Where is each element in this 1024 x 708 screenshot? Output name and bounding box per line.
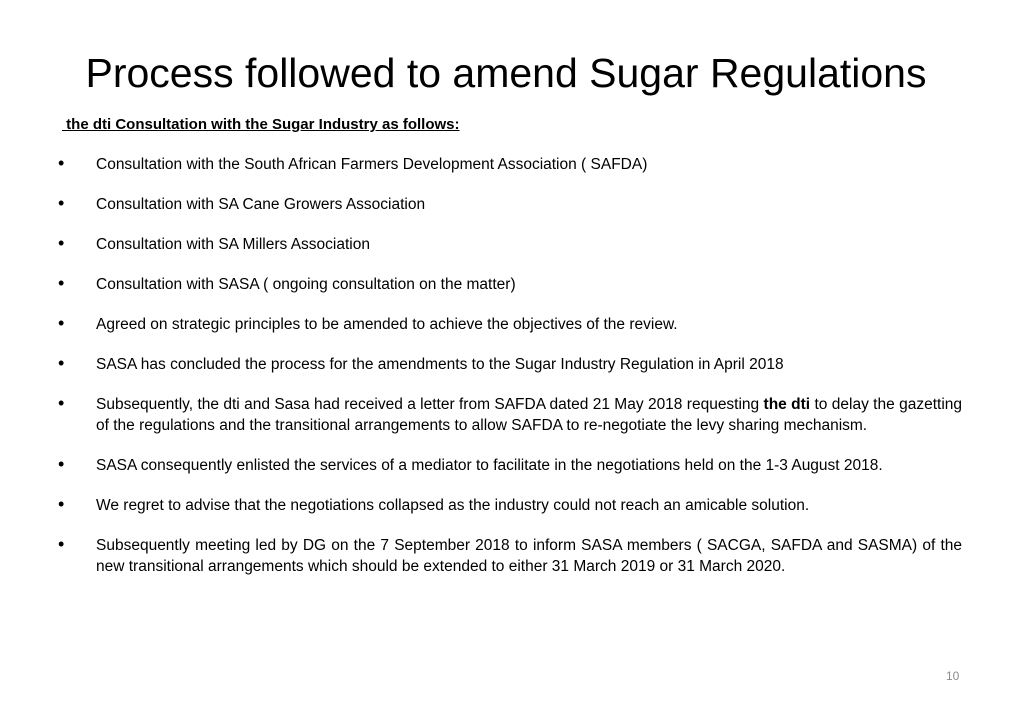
- consultation-subheading: the dti Consultation with the Sugar Industry as follows:: [62, 116, 460, 133]
- bullet-text: SASA has concluded the process for the amendments to the Sugar Industry Regulation in April 2018: [96, 356, 784, 373]
- bullet-item: [56, 234, 962, 255]
- bullet-item: [56, 455, 962, 476]
- page-number: 10: [946, 669, 960, 683]
- bullet-text: We regret to advise that the negotiations collapsed as the industry could not reach an amicable solution.: [96, 497, 810, 514]
- bullet-icon: •: [58, 233, 65, 253]
- bullet-item: [56, 274, 962, 295]
- bullet-icon: •: [58, 534, 65, 554]
- bullet-text: Subsequently meeting led by DG on the 7 September 2018 to inform SASA members ( SACGA, SAFDA and SASMA) of the new transitional arrangements which should be extended to either 31 March 2019 or 31 March 2020.: [96, 537, 962, 575]
- bullet-item: [56, 314, 962, 335]
- slide-title: Process followed to amend Sugar Regulations: [85, 50, 927, 96]
- bullet-text: Consultation with the South African Farmers Development Association ( SAFDA): [96, 156, 648, 173]
- bullet-text-part: to delay the gazetting of the regulations and the transitional arrangements to allow SAFDA to re-negotiate the levy sharing mechanism.: [96, 396, 963, 434]
- bullet-text: Consultation with SASA ( ongoing consultation on the matter): [96, 276, 516, 293]
- bullet-icon: •: [58, 273, 65, 293]
- bullet-item: [56, 535, 962, 577]
- bullet-text: SASA consequently enlisted the services of a mediator to facilitate in the negotiations held on the 1-3 August 2018.: [96, 457, 883, 474]
- bullet-text-emphasis: the dti: [763, 396, 811, 413]
- bullet-item: [56, 394, 962, 436]
- bullet-item: [56, 154, 962, 175]
- bullet-icon: •: [58, 153, 65, 173]
- bullet-list: [56, 154, 962, 596]
- bullet-icon: •: [58, 353, 65, 373]
- bullet-icon: •: [58, 193, 65, 213]
- bullet-icon: •: [58, 494, 65, 514]
- bullet-item: [56, 354, 962, 375]
- bullet-text: Consultation with SA Cane Growers Association: [96, 196, 426, 213]
- bullet-text-part: Subsequently, the dti and Sasa had received a letter from SAFDA dated 21 May 2018 requesting: [96, 396, 764, 413]
- bullet-icon: •: [58, 313, 65, 333]
- bullet-text: Agreed on strategic principles to be amended to achieve the objectives of the review.: [96, 316, 678, 333]
- bullet-text: Consultation with SA Millers Association: [96, 236, 370, 253]
- bullet-item: [56, 194, 962, 215]
- bullet-icon: •: [58, 454, 65, 474]
- bullet-item: [56, 495, 962, 516]
- bullet-text: [96, 396, 962, 434]
- bullet-icon: •: [58, 393, 65, 413]
